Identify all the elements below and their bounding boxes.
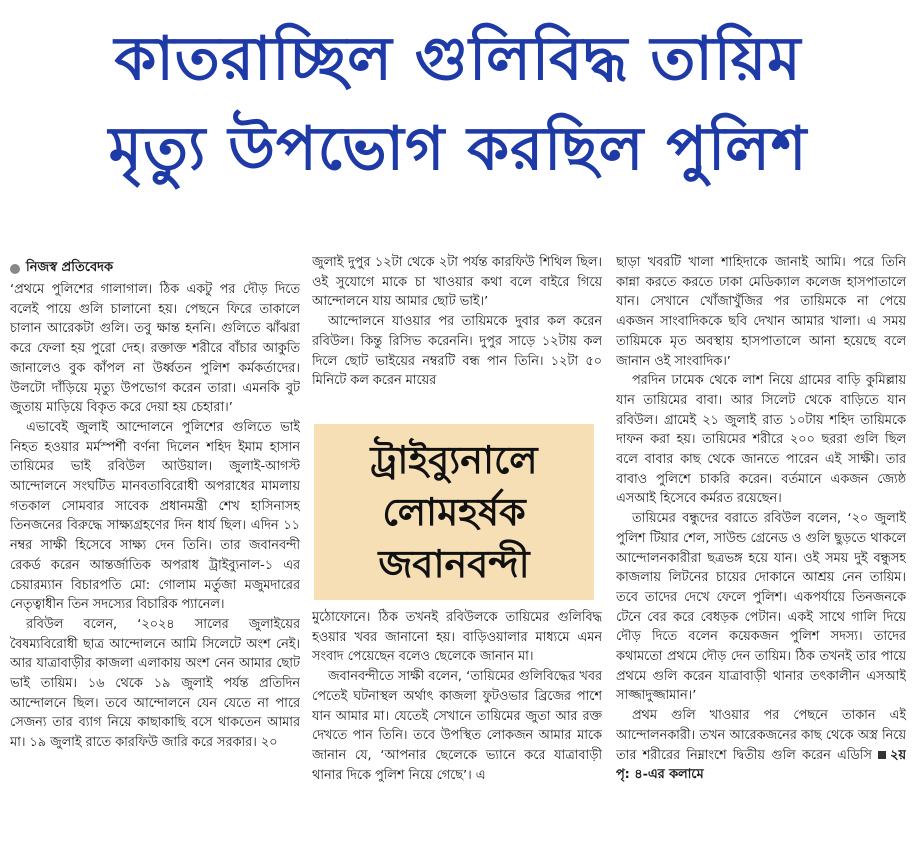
- byline: [10, 258, 113, 279]
- paragraph: [616, 706, 906, 785]
- headline-line-1: কাতরাচ্ছিল গুলিবিদ্ধ তায়িম: [114, 24, 802, 94]
- paragraph: ছাড়া খবরটি খালা শাহিদাকে জানাই আমি। পরে তিনি কান্না করতে করতে ঢাকা মেডিক্যাল কলেজ হাসপাতালে যান। সেখানে খোঁজাখুঁজির পর তায়িমকে না পেয়ে একজন সাংবাদিককে ছবি দেখান আমার খালা। এ সময় তায়িমকে মৃত অবস্থায় হাসপাতালে আনা হয়েছে বলে জানান ওই সাংবাদিক।’: [616, 255, 906, 369]
- paragraph-text: প্রথম গুলি খাওয়ার পর পেছনে তাকান এই আন্দোলনকারী। তখন আরেকজনের কাছ থেকে অস্ত্র নিয়ে তার শরীরের নিম্নাংশে দ্বিতীয় গুলি করেন এডিসি: [616, 708, 906, 763]
- pull-quote-box: [314, 424, 594, 600]
- headline: [0, 14, 916, 194]
- jump-marker-icon: [878, 751, 886, 759]
- paragraph: পরদিন ঢামেক থেকে লাশ নিয়ে গ্রামের বাড়ি কুমিল্লায় যান তায়িমের বাবা। আর সিলেট থেকে বাড়িতে যান রবিউল। গ্রামেই ২১ জুলাই রাত ১০টায় শহিদ তায়িমকে দাফন করা হয়। তায়িমের শরীরে ২০০ ছররা গুলি ছিল বলে বাবার কাছ থেকে জানতে পারেন এই সাক্ষী। তার বাবাও পুলিশে চাকরি করেন। বর্তমানে একজন জ্যেষ্ঠ এসআই হিসেবে কর্মরত রয়েছেন।: [616, 373, 906, 507]
- byline-text: নিজস্ব প্রতিবেদক: [26, 260, 114, 275]
- pull-quote-line-1: ট্রাইব্যুনালে: [370, 438, 538, 482]
- article-column-1: [10, 280, 300, 836]
- bullet-icon: [10, 264, 20, 274]
- article-column-2: [312, 253, 602, 425]
- paragraph: জুলাই দুপুর ১২টা থেকে ২টা পর্যন্ত কারফিউ শিথিল ছিল। ওই সুযোগে মাকে চা খাওয়ার কথা বলে বাইরে গিয়ে আন্দোলনে যায় আমার ছোট ভাই।’: [312, 255, 602, 310]
- paragraph: এভাবেই জুলাই আন্দোলনে পুলিশের গুলিতে ভাই নিহত হওয়ার মর্মস্পর্শী বর্ণনা দিলেন শহিদ ইমাম হাসান তায়িমের ভাই রবিউল আউয়াল। জুলাই-আগস্ট আন্দোলনে সংঘটিত মানবতাবিরোধী অপরাধের মামলায় গতকাল সোমবার সাবেক প্রধানমন্ত্রী শেখ হাসিনাসহ তিনজনের বিরুদ্ধে সাক্ষ্যগ্রহণের দিন ধার্য ছিল। এদিন ১১ নম্বর সাক্ষী হিসেবে সাক্ষ্য দেন তিনি। তার জবানবন্দী রেকর্ড করেন আন্তর্জাতিক অপরাধ ট্রাইব্যুনাল-১ এর চেয়ারম্যান বিচারপতি মো: গোলাম মর্তুজা মজুমদারের নেতৃত্বাধীন তিন সদস্যের বিচারিক প্যানেল।: [10, 419, 300, 613]
- pull-quote-line-3: জবানবন্দী: [378, 542, 530, 586]
- paragraph: তায়িমের বন্ধুদের বরাতে রবিউল বলেন, ‘২০ জুলাই পুলিশ টিয়ার শেল, সাউন্ড গ্রেনেড ও গুলি ছুড়তে থাকলে আন্দোলনকারীরা ছত্রভঙ্গ হয়ে যান। ওই সময় দুই বন্ধুসহ কাজলায় লিটনের চায়ের দোকানে আশ্রয় নেন তায়িম। তবে তাদের দেখে ফেলে পুলিশ। একপর্যায়ে তিনজনকে টেনে বের করে বেধড়ক পেটান। একই সাথে গালি দিয়ে দৌড় দিতে বলেন কয়েকজন পুলিশ সদস্য। তাদের কথামতো প্রথমে দৌড় দেন তায়িম। ঠিক তখনই তার পায়ে প্রথমে গুলি করেন যাত্রাবাড়ী থানার তৎকালীন এসআই সাজ্জাদুজ্জামান।’: [616, 511, 906, 704]
- paragraph: মুঠোফোনে। ঠিক তখনই রবিউলকে তায়িমের গুলিবিদ্ধ হওয়ার খবর জানানো হয়। বাড়িওয়ালার মাধ্যমে এমন সংবাদ পেয়েছেন বলেও ছেলেকে জানান মা।: [312, 610, 602, 665]
- jump-text: ২য় পৃ: ৪-এর কলামে: [616, 747, 906, 783]
- headline-line-2: মৃত্যু উপভোগ করছিল পুলিশ: [108, 114, 808, 184]
- pull-quote-line-2: লোমহর্ষক: [382, 490, 526, 534]
- paragraph: ‘প্রথমে পুলিশের গালাগাল। ঠিক একটু পর দৌড় দিতে বলেই পায়ে গুলি চালানো হয়। পেছনে ফিরে তাকালে চালান আরেকটা গুলি। তবু ক্ষান্ত হননি। গুলিতে ঝাঁঝরা করে ফেলা হয় পুরো দেহ। রক্তাক্ত শরীরে বাঁচার আকুতি জানালেও বুক কাঁপল না উর্ধ্বতন পুলিশ কর্মকর্তাদের। উলটো দাঁড়িয়ে মৃত্যু উপভোগ করেন তারা। এমনকি বুট জুতায় মাড়িয়ে বিকৃত করে দেয়া হয় চেহারা।’: [10, 282, 300, 416]
- article-column-3: [616, 253, 906, 831]
- paragraph: আন্দোলনে যাওয়ার পর তায়িমকে দুবার কল করেন রবিউল। কিন্তু রিসিভ করেননি। দুপুর সাড়ে ১২টায় কল দিলে ছোট ভাইয়ের নম্বরটি বন্ধ পান তিনি। ১২টা ৫০ মিনিটে কল করেন মায়ের: [312, 314, 602, 389]
- article-column-2-continued: [312, 608, 602, 833]
- paragraph: জবানবন্দীতে সাক্ষী বলেন, ‘তায়িমের গুলিবিদ্ধের খবর পেতেই ঘটনাস্থল অর্থাৎ কাজলা ফুটওভার ব্রিজের পাশে যান আমার মা। যেতেই সেখানে তায়িমের জুতা আর রক্ত দেখতে পান তিনি। তবে উপস্থিত লোকজন আমার মাকে জানান যে, ‘আপনার ছেলেকে ভ্যানে করে যাত্রাবাড়ী থানার দিকে পুলিশ নিয়ে গেছে’। এ: [312, 669, 602, 783]
- paragraph: রবিউল বলেন, ‘২০২৪ সালের জুলাইয়ের বৈষম্যবিরোধী ছাত্র আন্দোলনে আমি সিলেটে অংশ নেই। আর যাত্রাবাড়ীর কাজলা এলাকায় অংশ নেন আমার ছোট ভাই তায়িম। ১৬ থেকে ১৯ জুলাই পর্যন্ত প্রতিদিন আন্দোলনে ছিল। তবে আন্দোলনে যেন যেতে না পারে সেজন্য তার ব্যাগ নিয়ে কাছাকাছি বসে থাকতেন আমার মা। ১৯ জুলাই রাতে কারফিউ জারি করে সরকার। ২০: [10, 616, 300, 751]
